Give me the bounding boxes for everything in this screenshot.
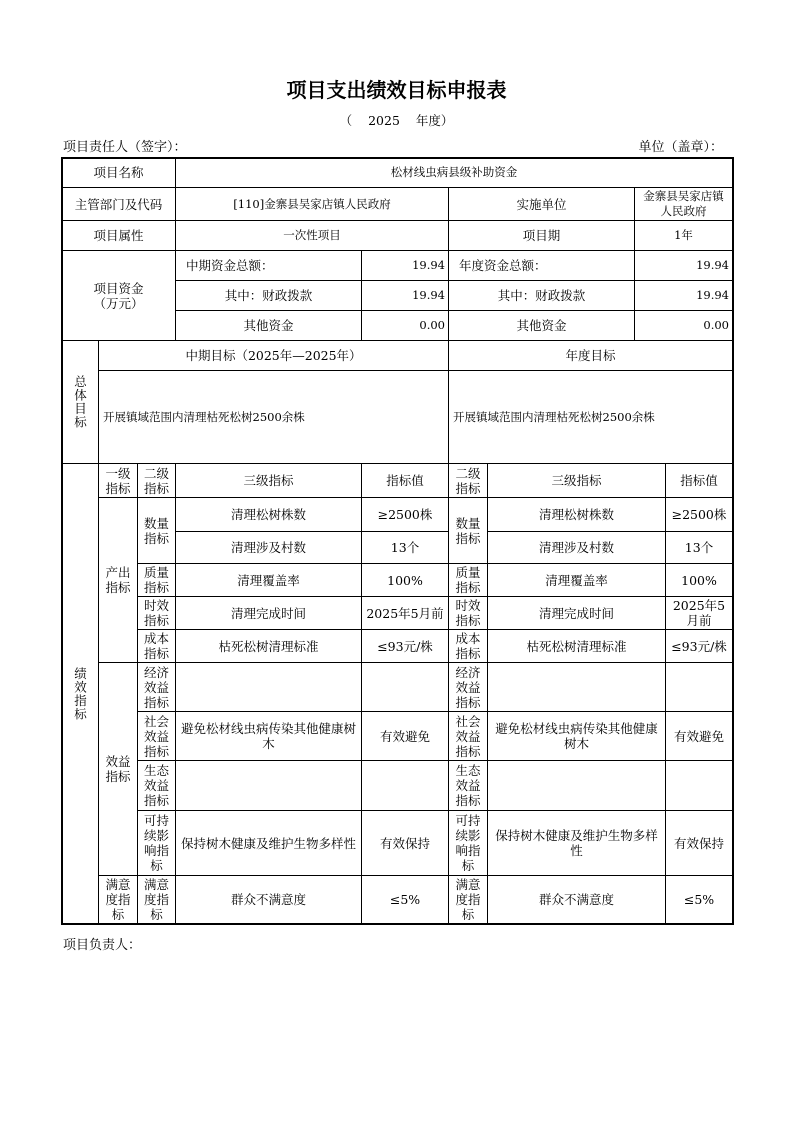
mid-fin-value: 19.94 — [412, 288, 445, 302]
level2-ecological: 生态效益指标 — [143, 763, 169, 808]
level2-cost-year: 成本指标 — [455, 631, 481, 661]
mid-total-value: 19.94 — [412, 258, 445, 272]
impl-value: 金寨县吴家店镇人民政府 — [643, 189, 724, 218]
value-cell: 2025年5月前 — [366, 605, 444, 621]
level2-economic: 经济效益指标 — [143, 664, 169, 710]
year-fin-label: 其中：财政拨款 — [497, 288, 586, 303]
level2-satisfaction-year: 满意度指标 — [455, 877, 481, 922]
goals-mid-text: 开展镇域范围内清理枯死松树2500余株 — [103, 409, 305, 424]
level3-cell-year: 保持树木健康及维护生物多样性 — [495, 828, 658, 858]
output-indicators-label: 产出指标 — [105, 565, 131, 595]
level2-quantity: 数量指标 — [143, 515, 169, 546]
level3-cell: 群众不满意度 — [230, 892, 306, 907]
benefit-indicators-label: 效益指标 — [105, 754, 131, 784]
value-cell-year: ≥2500株 — [671, 507, 727, 522]
level2-social: 社会效益指标 — [143, 713, 169, 759]
year-total-value: 19.94 — [696, 258, 729, 272]
year-value: 2025 — [368, 113, 400, 128]
level2-quality-year: 质量指标 — [455, 565, 481, 595]
level3-cell — [176, 663, 361, 711]
mid-fin-label: 其中：财政拨款 — [224, 288, 313, 303]
level2-social-year: 社会效益指标 — [455, 713, 481, 759]
header-value-year: 指标值 — [680, 473, 718, 488]
value-cell-year: ≤5% — [683, 892, 715, 907]
period-value: 1年 — [674, 228, 693, 242]
value-cell-year: 2025年5月前 — [672, 598, 726, 628]
page-title: 项目支出绩效目标申报表 — [286, 78, 507, 102]
value-cell-year: 13个 — [684, 540, 714, 555]
footer-label: 项目负责人： — [63, 938, 142, 953]
value-cell: ≤93元/株 — [377, 638, 433, 654]
level3-cell-year: 清理松树株数 — [538, 507, 614, 522]
mid-other-label: 其他资金 — [243, 318, 294, 333]
level2-sustainability-year: 可持续影响指标 — [455, 813, 481, 873]
year-other-value: 0.00 — [703, 318, 729, 332]
year-other-label: 其他资金 — [516, 318, 567, 333]
goals-label-text: 总体目标 — [72, 375, 88, 429]
value-cell — [362, 663, 448, 711]
goals-mid-header: 中期目标（2025年—2025年） — [185, 348, 362, 363]
header-level2-year: 二级指标 — [455, 465, 481, 496]
project-name-label: 项目名称 — [93, 165, 144, 180]
mid-other-value: 0.00 — [419, 318, 445, 332]
level3-cell: 枯死松树清理标准 — [218, 638, 319, 654]
level2-quantity-year: 数量指标 — [455, 515, 481, 546]
value-cell-year: 100% — [681, 572, 717, 588]
mid-total-label: 中期资金总额： — [186, 258, 274, 273]
level3-cell-year: 清理涉及村数 — [538, 540, 614, 555]
value-cell: 13个 — [390, 540, 420, 555]
impl-label: 实施单位 — [516, 196, 567, 212]
level2-quality: 质量指标 — [143, 565, 169, 595]
level3-cell-year: 枯死松树清理标准 — [526, 638, 627, 654]
year-total-label: 年度资金总额： — [459, 258, 547, 273]
seal-label: 单位（盖章）： — [638, 140, 723, 155]
level3-cell-year: 避免松材线虫病传染其他健康树木 — [495, 721, 658, 751]
perf-label-text: 绩效指标 — [72, 666, 88, 721]
value-cell: 有效避免 — [379, 728, 430, 744]
dept-label: 主管部门及代码 — [74, 196, 163, 212]
year-fin-value: 19.94 — [696, 288, 729, 302]
funds-label: 项目资金（万元） — [93, 280, 144, 311]
level3-cell: 避免松材线虫病传染其他健康树木 — [181, 721, 357, 751]
level3-cell-year — [488, 761, 665, 810]
year-line — [0, 111, 793, 129]
project-name-value: 松材线虫病县级补助资金 — [390, 165, 518, 179]
level3-cell: 清理完成时间 — [230, 605, 306, 621]
level3-cell: 清理松树株数 — [230, 507, 306, 522]
level2-economic-year: 经济效益指标 — [455, 664, 481, 710]
level3-cell-year: 清理覆盖率 — [545, 572, 608, 588]
header-level3: 三级指标 — [243, 473, 294, 488]
header-level2: 二级指标 — [143, 465, 169, 496]
attr-label: 项目属性 — [93, 228, 144, 243]
level2-cost: 成本指标 — [143, 631, 169, 661]
value-cell — [362, 761, 448, 810]
value-cell: ≤5% — [389, 892, 421, 907]
level2-timeliness-year: 时效指标 — [455, 598, 481, 628]
level3-cell: 清理涉及村数 — [230, 540, 306, 555]
attr-value: 一次性项目 — [283, 228, 341, 242]
level2-satisfaction: 满意度指标 — [143, 877, 169, 922]
value-cell-year — [666, 761, 732, 810]
level2-sustainability: 可持续影响指标 — [143, 813, 169, 873]
level3-cell — [176, 761, 361, 810]
border-bottom — [61, 923, 734, 925]
level3-cell: 保持树木健康及维护生物多样性 — [181, 835, 357, 851]
level2-ecological-year: 生态效益指标 — [455, 763, 481, 808]
header-level3-year: 三级指标 — [551, 473, 602, 488]
value-cell-year — [666, 663, 732, 711]
value-cell-year: 有效避免 — [673, 728, 724, 744]
value-cell: 100% — [387, 572, 423, 588]
period-label: 项目期 — [522, 228, 561, 243]
goals-year-text: 开展镇域范围内清理枯死松树2500余株 — [453, 409, 655, 424]
value-cell: ≥2500株 — [377, 507, 433, 522]
value-cell-year: 有效保持 — [673, 835, 724, 851]
value-cell-year: ≤93元/株 — [671, 638, 727, 654]
satisfaction-indicators-label: 满意度指标 — [105, 877, 131, 922]
dept-value: [110]金寨县吴家店镇人民政府 — [233, 196, 391, 211]
value-cell: 有效保持 — [379, 835, 430, 851]
perf-label — [62, 464, 98, 923]
level3-cell-year: 清理完成时间 — [538, 605, 614, 621]
header-value: 指标值 — [386, 473, 424, 488]
signer-label: 项目责任人（签字）： — [63, 140, 187, 155]
goals-label — [62, 341, 98, 463]
header-level1: 一级指标 — [105, 465, 131, 496]
level3-cell-year: 群众不满意度 — [538, 892, 614, 907]
year-suffix: 年度） — [415, 113, 454, 128]
level2-timeliness: 时效指标 — [143, 598, 169, 628]
level3-cell-year — [488, 663, 665, 711]
level3-cell: 清理覆盖率 — [237, 572, 300, 588]
goals-year-header: 年度目标 — [565, 348, 616, 363]
year-open: （ — [339, 113, 353, 128]
